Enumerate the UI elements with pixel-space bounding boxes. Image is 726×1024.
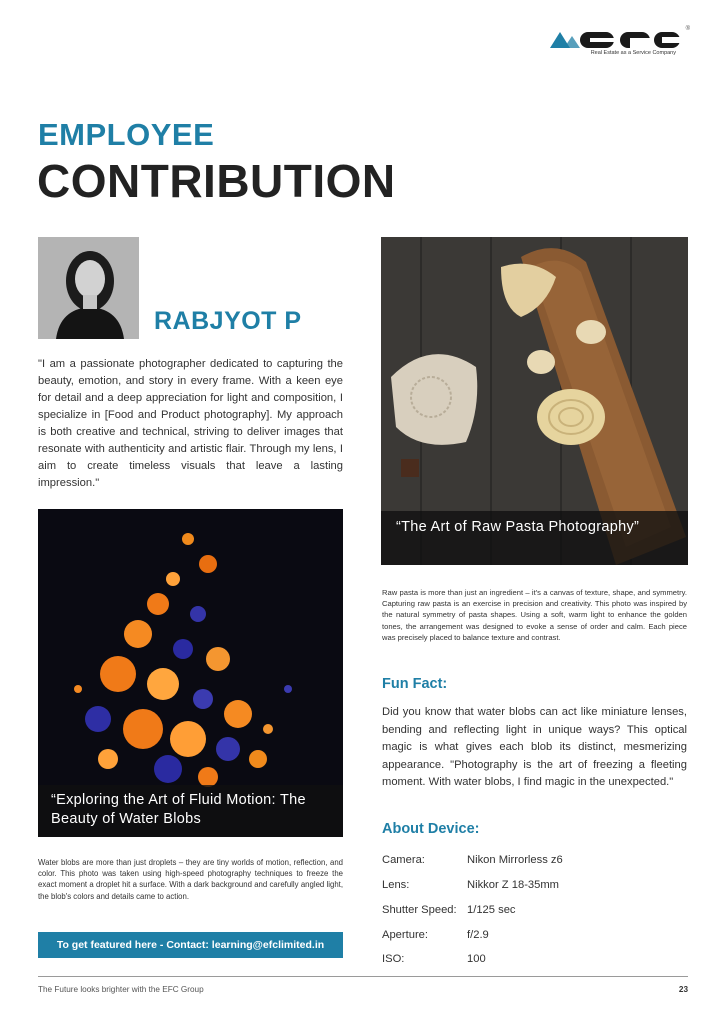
registered-mark: ® bbox=[685, 26, 690, 32]
employee-bio: "I am a passionate photographer dedicated to capturing the beauty, emotion, and story in every frame. With a keen eye for detail and a deep appreciation for light and composition, I specialize in [Food and Product photography]. My approach is both creative and technical, striving to deliver images that resonate with authenticity and artistic flair. Through my lens, I aim to create timeless visuals that leave a lasting impression." bbox=[38, 358, 343, 489]
raw-pasta-photo bbox=[381, 237, 688, 565]
spec-value: f/2.9 bbox=[467, 929, 489, 941]
title-employee: EMPLOYEE bbox=[38, 117, 215, 152]
footer-divider bbox=[38, 976, 688, 977]
fun-fact-heading: Fun Fact: bbox=[382, 676, 448, 692]
employee-portrait bbox=[38, 237, 139, 339]
spec-value: 100 bbox=[467, 953, 486, 965]
footer-tagline: The Future looks brighter with the EFC Group bbox=[38, 985, 204, 994]
spec-label: Aperture: bbox=[382, 929, 429, 941]
spec-label: Lens: bbox=[382, 879, 410, 891]
logo-tagline: Real Estate as a Service Company bbox=[590, 50, 676, 56]
efc-logo bbox=[550, 28, 690, 62]
efc-logo-mark bbox=[550, 28, 690, 50]
spec-label: ISO: bbox=[382, 953, 405, 965]
pasta-caption: “The Art of Raw Pasta Photography” bbox=[381, 511, 688, 565]
about-device-heading: About Device: bbox=[382, 821, 480, 837]
spec-value: Nikon Mirrorless z6 bbox=[467, 854, 563, 866]
water-caption: “Exploring the Art of Fluid Motion: The Beauty of Water Blobs bbox=[38, 785, 343, 837]
employee-name: RABJYOT P bbox=[154, 307, 302, 335]
spec-label: Camera: bbox=[382, 854, 425, 866]
fun-fact-text: Did you know that water blobs can act like miniature lenses, bending and reflecting light in unique ways? This optical magic is what gives each blob its distinct, mesmerizing appearance. "Photography is the art of freezing a fleeting moment. With water blobs, I find magic in the unexpected." bbox=[382, 706, 687, 788]
contact-cta-banner: To get featured here - Contact: learning@efclimited.in bbox=[38, 932, 343, 958]
title-contribution: CONTRIBUTION bbox=[37, 155, 396, 207]
spec-value: 1/125 sec bbox=[467, 904, 516, 916]
page-number: 23 bbox=[678, 985, 688, 994]
portrait-illustration bbox=[38, 237, 139, 339]
pasta-description: Raw pasta is more than just an ingredient – it's a canvas of texture, shape, and symmetry. Capturing raw pasta is an exercise in precision and creativity. This photo was inspired by the natural symmetry of pasta shapes. Using a soft, warm light to enhance the golden tones, the arrangement was designed to evoke a sense of order and calm. Each piece was precisely placed to balance texture and contrast. bbox=[382, 588, 687, 642]
water-blobs-photo bbox=[38, 509, 343, 837]
spec-label: Shutter Speed: bbox=[382, 904, 457, 916]
spec-value: Nikkor Z 18-35mm bbox=[467, 879, 560, 891]
water-description: Water blobs are more than just droplets – they are tiny worlds of motion, reflection, and color. This photo was taken using high-speed photography techniques to freeze the exact moment a droplet hit a surface. With a dark background and carefully angled light, the blob's colors and details came to action. bbox=[38, 858, 343, 901]
